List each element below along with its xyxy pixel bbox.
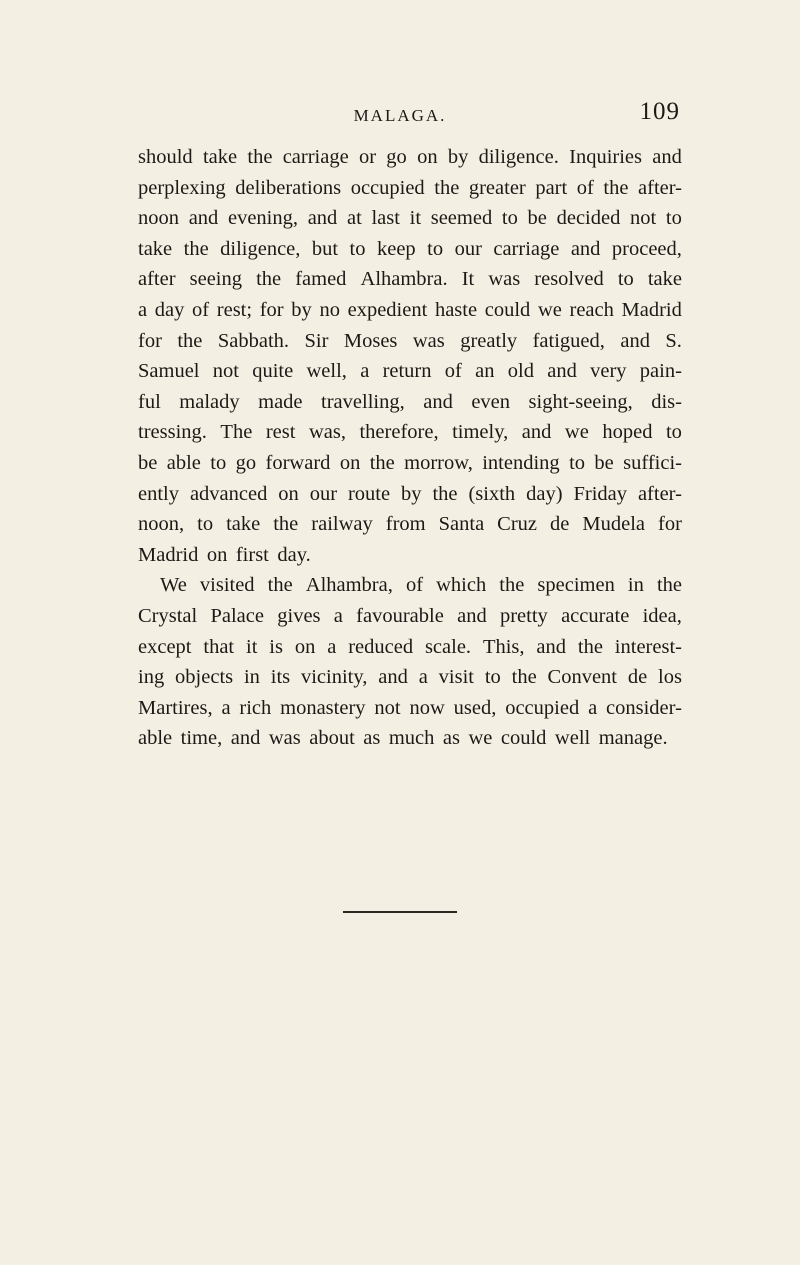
text-line: after seeing the famed Alhambra. It was resolved to take: [138, 268, 682, 291]
text-line: ing objects in its vicinity, and a visit to the Convent de los: [138, 666, 682, 689]
text-line: noon and evening, and at last it seemed to be decided not to: [138, 207, 682, 230]
running-head: [120, 98, 680, 128]
text-line: ently advanced on our route by the (sixth day) Friday after-: [138, 482, 682, 505]
text-line: tressing. The rest was, therefore, timely, and we hoped to: [138, 421, 682, 444]
text-line: ful malady made travelling, and even sight-seeing, dis-: [138, 390, 682, 413]
section-rule: [343, 911, 457, 913]
text-line: for the Sabbath. Sir Moses was greatly fatigued, and S.: [138, 329, 682, 352]
text-line: be able to go forward on the morrow, intending to be suffici-: [138, 451, 682, 474]
text-line: able time, and was about as much as we could well manage.: [138, 727, 668, 750]
text-line: Crystal Palace gives a favourable and pretty accurate idea,: [138, 604, 682, 627]
text-line: noon, to take the railway from Santa Cruz de Mudela for: [138, 513, 682, 536]
text-line: perplexing deliberations occupied the greater part of the after-: [138, 176, 682, 199]
text-line: except that it is on a reduced scale. This, and the interest-: [138, 635, 682, 658]
text-line: Martires, a rich monastery not now used, occupied a consider-: [138, 696, 682, 719]
text-line: take the diligence, but to keep to our carriage and proceed,: [138, 237, 682, 260]
text-line: a day of rest; for by no expedient haste could we reach Madrid: [138, 298, 682, 321]
running-title: MALAGA.: [353, 106, 447, 125]
text-line: Madrid on first day.: [138, 543, 311, 566]
body-text: [138, 142, 682, 754]
text-line: Samuel not quite well, a return of an old and very pain-: [138, 360, 682, 383]
text-line: We visited the Alhambra, of which the specimen in the: [160, 574, 682, 597]
text-line: should take the carriage or go on by diligence. Inquiries and: [138, 146, 682, 168]
page-number: 109: [639, 98, 680, 125]
